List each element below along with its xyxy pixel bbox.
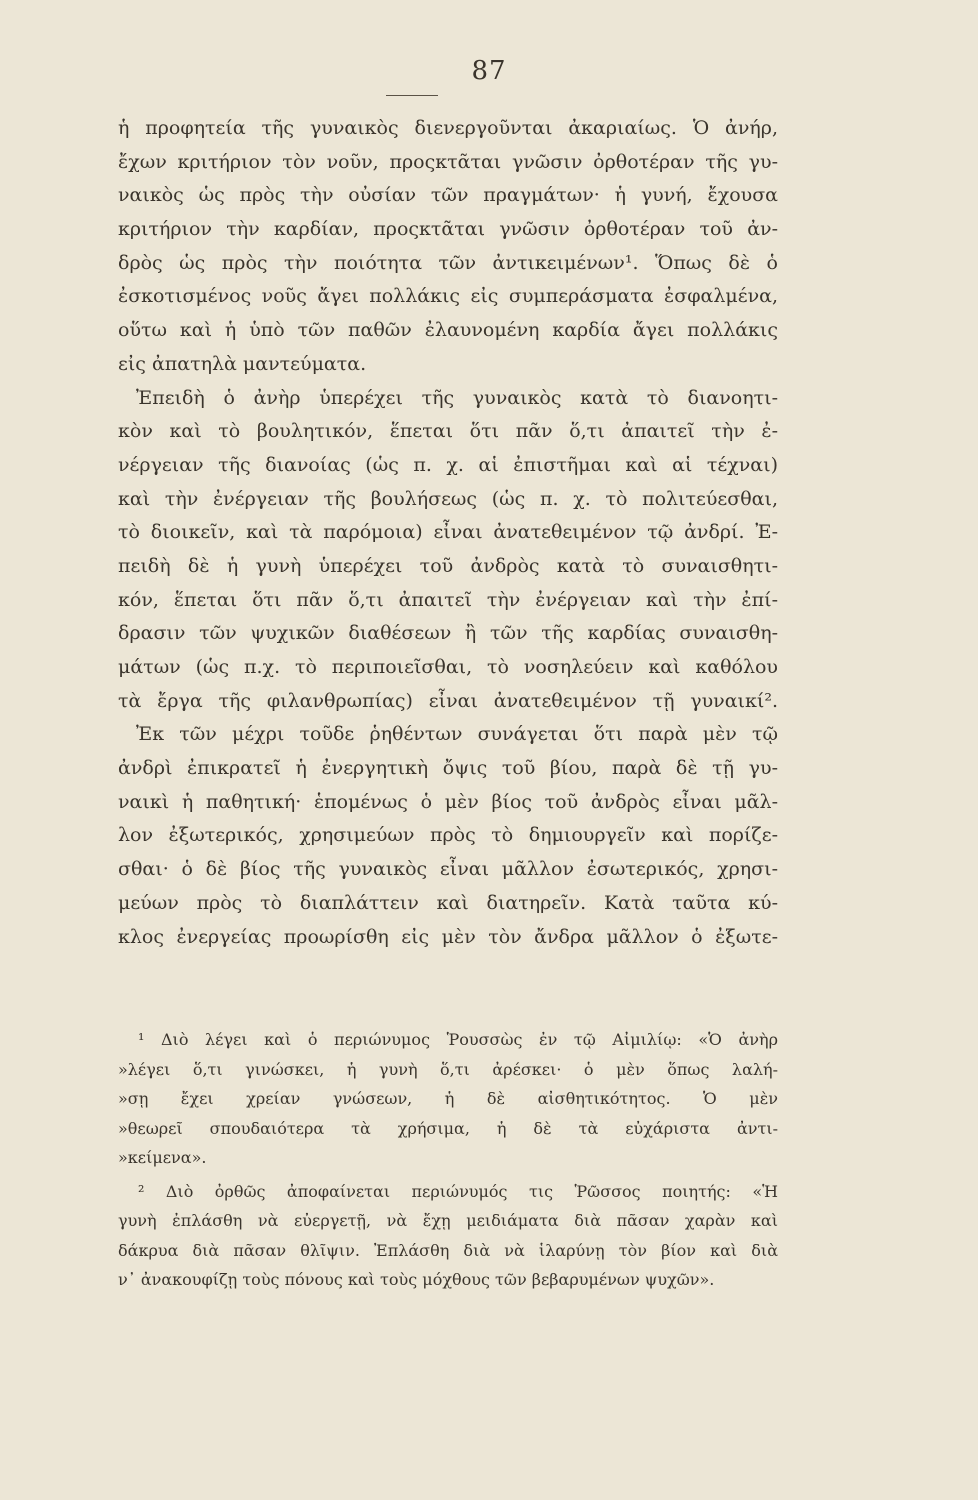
footnote-line: ² Διὸ ὀρθῶς ἀποφαίνεται περιώνυμός τις Ῥῶσσος ποιητής: «Ἡ — [138, 1181, 778, 1201]
footnote-line: γυνὴ ἐπλάσθη νὰ εὐεργετῇ, νὰ ἔχῃ μειδιάματα διὰ πᾶσαν χαρὰν καὶ — [118, 1211, 778, 1230]
text-line: ναικὶ ἡ παθητική· ἑπομένως ὁ μὲν βίος τοῦ ἀνδρὸς εἶναι μᾶλ- — [118, 790, 778, 813]
footnote-line: »θεωρεῖ σπουδαιότερα τὰ χρήσιμα, ἡ δὲ τὰ εὐχάριστα ἀντι- — [118, 1118, 778, 1138]
footnote-line: ν᾿ ἀνακουφίζῃ τοὺς πόνους καὶ τοὺς μόχθους τῶν βεβαρυμένων ψυχῶν». — [118, 1270, 715, 1289]
text-line: ἔχων κριτήριον τὸν νοῦν, προςκτᾶται γνῶσιν ὀρθοτέραν τῆς γυ- — [118, 150, 778, 173]
main-text — [118, 112, 778, 954]
text-line: μεύων πρὸς τὸ διαπλάττειν καὶ διατηρεῖν. Κατὰ ταῦτα κύ- — [118, 891, 778, 914]
text-line: τὸ διοικεῖν, καὶ τὰ παρόμοια) εἶναι ἀνατεθειμένον τῷ ἀνδρί. Ἐ- — [118, 521, 778, 544]
text-line: ἀνδρὶ ἐπικρατεῖ ἡ ἐνεργητικὴ ὄψις τοῦ βίου, παρὰ δὲ τῇ γυ- — [118, 757, 778, 780]
text-line: εἰς ἀπατηλὰ μαντεύματα. — [118, 352, 367, 375]
text-line: ἡ προφητεία τῆς γυναικὸς διενεργοῦνται ἀκαριαίως. Ὁ ἀνήρ, — [118, 117, 778, 139]
footnote-line: ¹ Διὸ λέγει καὶ ὁ περιώνυμος Ῥουσσὼς ἐν τῷ Αἰμιλίῳ: «Ὁ ἀνὴρ — [138, 1030, 778, 1049]
footnote-line: »σῃ ἔχει χρείαν γνώσεων, ἡ δὲ αἰσθητικότητος. Ὁ μὲν — [118, 1089, 778, 1108]
text-line: κλος ἐνεργείας προωρίσθη εἰς μὲν τὸν ἄνδρα μᾶλλον ὁ ἐξωτε- — [118, 925, 778, 948]
footnote-line: δάκρυα διὰ πᾶσαν θλῖψιν. Ἐπλάσθη διὰ νὰ ἱλαρύνῃ τὸν βίον καὶ διὰ — [118, 1240, 778, 1260]
text-line: ἐσκοτισμένος νοῦς ἄγει πολλάκις εἰς συμπεράσματα ἐσφαλμένα, — [118, 285, 778, 308]
text-line: δρασιν τῶν ψυχικῶν διαθέσεων ἢ τῶν τῆς καρδίας συναισθη- — [118, 622, 778, 645]
text-line: νέργειαν τῆς διανοίας (ὡς π. χ. αἱ ἐπιστῆμαι καὶ αἱ τέχναι) — [118, 453, 778, 476]
text-line: καὶ τὴν ἐνέργειαν τῆς βουλήσεως (ὡς π. χ. τὸ πολιτεύεσθαι, — [118, 487, 778, 510]
text-line: πειδὴ δὲ ἡ γυνὴ ὑπερέχει τοῦ ἀνδρὸς κατὰ τὸ συναισθητι- — [118, 554, 778, 577]
text-line: οὕτω καὶ ἡ ὑπὸ τῶν παθῶν ἐλαυνομένη καρδία ἄγει πολλάκις — [118, 319, 778, 342]
text-line: Ἐκ τῶν μέχρι τοῦδε ῥηθέντων συνάγεται ὅτι παρὰ μὲν τῷ — [136, 723, 778, 746]
text-line: ναικὸς ὡς πρὸς τὴν οὐσίαν τῶν πραγμάτων· ἡ γυνή, ἔχουσα — [118, 184, 778, 207]
text-line: σθαι· ὁ δὲ βίος τῆς γυναικὸς εἶναι μᾶλλον ἐσωτερικός, χρησι- — [118, 858, 778, 881]
footnote-line: »κείμενα». — [118, 1148, 207, 1167]
page-number-rule — [386, 95, 438, 96]
text-line: μάτων (ὡς π.χ. τὸ περιποιεῖσθαι, τὸ νοσηλεύειν καὶ καθόλου — [118, 656, 778, 678]
page-number: 87 — [471, 56, 507, 86]
footnotes — [118, 1025, 778, 1295]
text-line: τὰ ἔργα τῆς φιλανθρωπίας) εἶναι ἀνατεθειμένον τῇ γυναικί². — [118, 689, 778, 712]
text-line: κριτήριον τὴν καρδίαν, προςκτᾶται γνῶσιν ὀρθοτέραν τοῦ ἀν- — [118, 218, 778, 241]
text-line: κὸν καὶ τὸ βουλητικόν, ἕπεται ὅτι πᾶν ὅ,τι ἀπαιτεῖ τὴν ἐ- — [118, 420, 778, 443]
text-line: κόν, ἕπεται ὅτι πᾶν ὅ,τι ἀπαιτεῖ τὴν ἐνέργειαν καὶ τὴν ἐπί- — [118, 588, 778, 611]
footnote-line: »λέγει ὅ,τι γινώσκει, ἡ γυνὴ ὅ,τι ἀρέσκει· ὁ μὲν ὅπως λαλή- — [118, 1059, 778, 1079]
text-line: λον ἐξωτερικός, χρησιμεύων πρὸς τὸ δημιουργεῖν καὶ πορίζε- — [118, 824, 778, 847]
text-line: δρὸς ὡς πρὸς τὴν ποιότητα τῶν ἀντικειμένων¹. Ὅπως δὲ ὁ — [118, 251, 778, 274]
text-line: Ἐπειδὴ ὁ ἀνὴρ ὑπερέχει τῆς γυναικὸς κατὰ τὸ διανοητι- — [136, 386, 778, 409]
